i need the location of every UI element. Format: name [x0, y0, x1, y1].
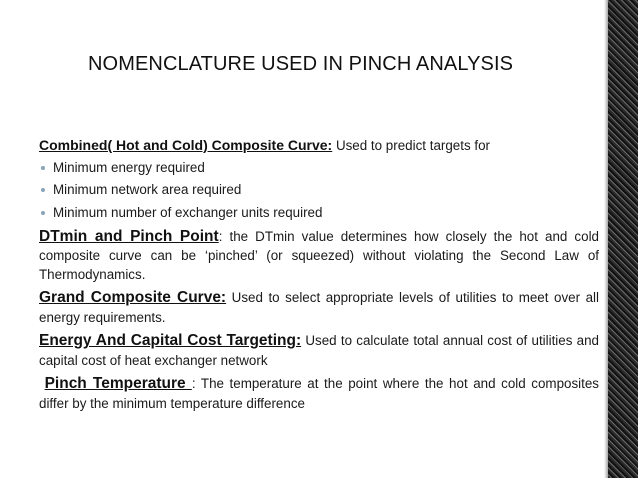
list-item	[39, 181, 599, 200]
dtmin-text: : the DTmin value determines how closely the hot and cold composite curve can be ‘pinched’ (or squeezed) without violating the Second Law of Thermodynamics.	[39, 229, 599, 282]
gcc-heading: Grand Composite Curve:	[39, 289, 227, 307]
composite-curve-paragraph	[39, 136, 599, 156]
ecct-paragraph	[39, 330, 599, 370]
composite-curve-heading: Combined( Hot and Cold) Composite Curve:	[39, 137, 333, 153]
pinch-temp-paragraph	[39, 373, 599, 413]
list-item	[39, 204, 599, 223]
slide-title: NOMENCLATURE USED IN PINCH ANALYSIS	[88, 53, 514, 75]
bullet-text: Minimum network area required	[53, 182, 242, 197]
gcc-text: Used to select appropriate levels of utilities to meet over all energy requirements.	[39, 290, 599, 325]
list-item	[39, 159, 599, 178]
ecct-text: Used to calculate total annual cost of utilities and capital cost of heat exchanger network	[39, 333, 600, 368]
dtmin-paragraph	[39, 226, 599, 284]
slide-content	[39, 136, 599, 413]
ecct-heading: Energy And Capital Cost Targeting:	[39, 332, 302, 350]
gcc-paragraph	[39, 287, 599, 327]
pinch-temp-heading: Pinch Temperature	[44, 375, 192, 393]
bullet-text: Minimum energy required	[53, 159, 205, 175]
bullet-text: Minimum number of exchanger units required	[53, 204, 323, 220]
decorative-border	[608, 0, 638, 478]
composite-curve-text: Used to predict targets for	[332, 138, 491, 153]
bullet-icon	[41, 188, 45, 192]
pinch-temp-text: : The temperature at the point where the hot and cold composites differ by the minimum temperature difference	[39, 376, 599, 411]
bullet-icon	[41, 211, 45, 215]
dtmin-heading: DTmin and Pinch Point	[39, 228, 219, 245]
targets-list	[39, 159, 599, 223]
bullet-icon	[41, 166, 45, 170]
